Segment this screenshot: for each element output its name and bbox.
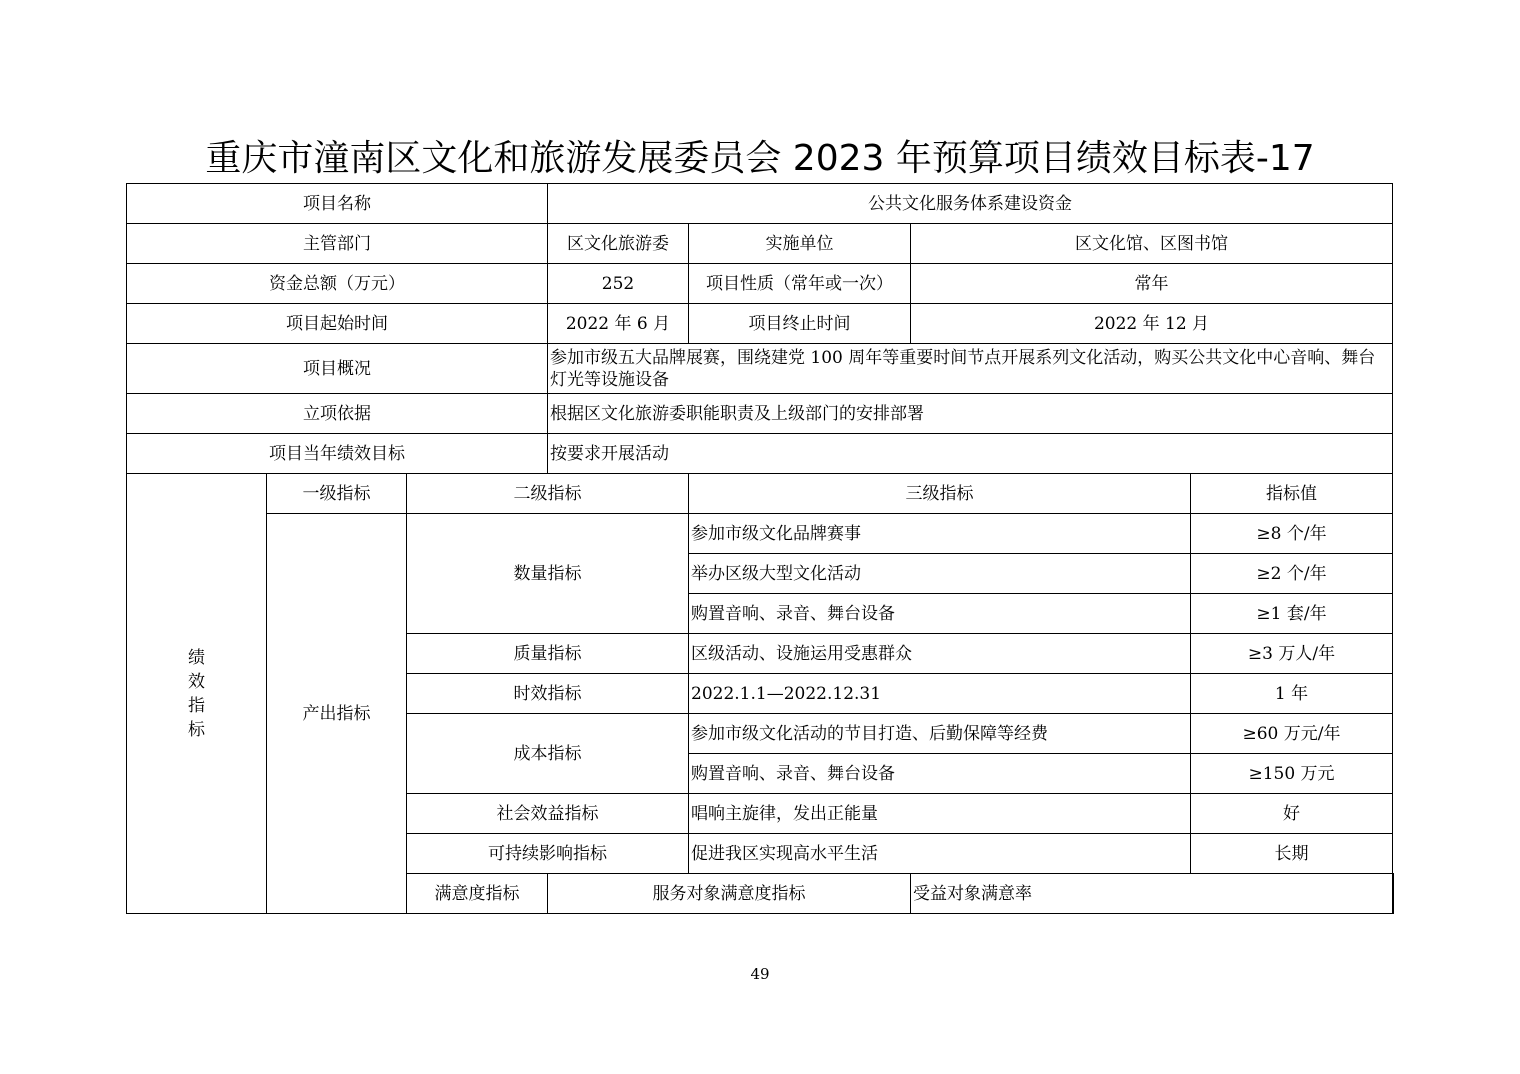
dept-value: 区文化旅游委 [548, 224, 689, 264]
table-row [127, 344, 1394, 394]
goal-value: 按要求开展活动 [548, 434, 1393, 474]
output-indicator-cell: 产出指标 [267, 514, 407, 914]
service-satisfaction-cell: 服务对象满意度指标 [548, 874, 911, 914]
performance-indicator-section [127, 474, 267, 914]
table-row [127, 304, 1394, 344]
level3-cell: 唱响主旋律，发出正能量 [689, 794, 1191, 834]
value-cell: ≥8 个/年 [1191, 514, 1393, 554]
level3-cell: 购置音响、录音、舞台设备 [689, 754, 1191, 794]
start-value: 2022 年 6 月 [548, 304, 689, 344]
value-cell: 好 [1191, 794, 1393, 834]
table-row [127, 514, 1394, 554]
level3-cell: 区级活动、设施运用受惠群众 [689, 634, 1191, 674]
performance-table [126, 183, 1394, 914]
nature-value: 常年 [911, 264, 1393, 304]
level3-cell: 举办区级大型文化活动 [689, 554, 1191, 594]
nature-label: 项目性质（常年或一次） [689, 264, 911, 304]
value-cell: ≥60 万元/年 [1191, 714, 1393, 754]
value-cell: ≥1 套/年 [1191, 594, 1393, 634]
page-number: 49 [750, 965, 770, 983]
overview-label: 项目概况 [127, 344, 548, 394]
quality-indicator-cell: 质量指标 [407, 634, 689, 674]
basis-label: 立项依据 [127, 394, 548, 434]
timeliness-indicator-cell: 时效指标 [407, 674, 689, 714]
project-name-label: 项目名称 [127, 184, 548, 224]
quantity-indicator-cell: 数量指标 [407, 514, 689, 634]
value-cell: ≥3 万人/年 [1191, 634, 1393, 674]
table-row [127, 184, 1394, 224]
sustainability-indicator-cell: 可持续影响指标 [407, 834, 689, 874]
cost-indicator-cell: 成本指标 [407, 714, 689, 794]
fund-label: 资金总额（万元） [127, 264, 548, 304]
end-value: 2022 年 12 月 [911, 304, 1393, 344]
section-label: 绩效指标 [188, 647, 205, 740]
level3-cell: 受益对象满意率 [911, 874, 1393, 914]
start-label: 项目起始时间 [127, 304, 548, 344]
value-cell: ≥2 个/年 [1191, 554, 1393, 594]
table-row [127, 224, 1394, 264]
level3-cell: 参加市级文化活动的节目打造、后勤保障等经费 [689, 714, 1191, 754]
table-row [127, 394, 1394, 434]
level3-cell: 参加市级文化品牌赛事 [689, 514, 1191, 554]
header-level2: 二级指标 [407, 474, 689, 514]
value-cell: ≥150 万元 [1191, 754, 1393, 794]
end-label: 项目终止时间 [689, 304, 911, 344]
level3-cell: 2022.1.1—2022.12.31 [689, 674, 1191, 714]
page-title: 重庆市潼南区文化和旅游发展委员会 2023 年预算项目绩效目标表-17 [205, 138, 1315, 179]
satisfaction-indicator-cell: 满意度指标 [407, 874, 548, 914]
impl-value: 区文化馆、区图书馆 [911, 224, 1393, 264]
project-name-value: 公共文化服务体系建设资金 [548, 184, 1393, 224]
level3-cell: 促进我区实现高水平生活 [689, 834, 1191, 874]
overview-value: 参加市级五大品牌展赛，围绕建党 100 周年等重要时间节点开展系列文化活动，购买公共文化中心音响、舞台灯光等设施设备 [548, 344, 1393, 394]
value-cell: 长期 [1191, 834, 1393, 874]
value-cell [1393, 874, 1394, 914]
level3-cell: 购置音响、录音、舞台设备 [689, 594, 1191, 634]
dept-label: 主管部门 [127, 224, 548, 264]
social-indicator-cell: 社会效益指标 [407, 794, 689, 834]
fund-value: 252 [548, 264, 689, 304]
table-row [127, 434, 1394, 474]
header-level3: 三级指标 [689, 474, 1191, 514]
basis-value: 根据区文化旅游委职能职责及上级部门的安排部署 [548, 394, 1393, 434]
header-level1: 一级指标 [267, 474, 407, 514]
header-value: 指标值 [1191, 474, 1393, 514]
goal-label: 项目当年绩效目标 [127, 434, 548, 474]
table-row [127, 474, 1394, 514]
impl-label: 实施单位 [689, 224, 911, 264]
table-row [127, 264, 1394, 304]
value-cell: 1 年 [1191, 674, 1393, 714]
